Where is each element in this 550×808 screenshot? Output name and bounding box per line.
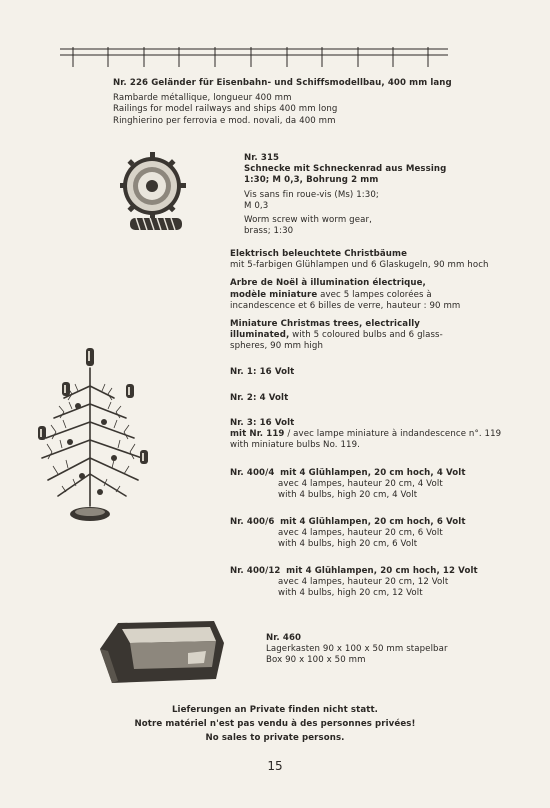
tree-variant-3-block [230,418,501,452]
tree-400-12-number: Nr. 400/12 [230,566,281,576]
tree-en-line-3: spheres, 90 mm high [230,341,324,352]
worm-fr-2: M 0,3 [244,200,269,211]
worm-gear-illustration [120,146,190,236]
tree-400-4-block [230,468,466,502]
worm-de-1: Schnecke mit Schneckenrad aus Messing [244,164,447,175]
page-number: 15 [267,759,283,773]
tree-fr-line-2-rest: avec 5 lampes colorées à [317,289,432,300]
tree-variant-3-fr [230,429,501,440]
worm-number: Nr. 315 [244,153,280,163]
box-de: Lagerkasten 90 x 100 x 50 mm stapelbar [266,644,448,655]
worm-en-2: brass; 1:30 [244,226,294,237]
worm-de-2: 1:30; M 0,3, Bohrung 2 mm [244,175,379,186]
railing-illustration [60,46,452,68]
tree-variant-2: Nr. 2: 4 Volt [230,393,289,403]
tree-variant-3-rest: / avec lampe miniature à indandescence n°. 119 [284,429,502,440]
tree-400-6-number: Nr. 400/6 [230,517,275,527]
tree-400-4-number: Nr. 400/4 [230,468,275,478]
tree-fr-line-3: incandescence et 6 billes de verre, hauteur : 90 mm [230,300,461,311]
tree-400-4-en: with 4 bulbs, high 20 cm, 4 Volt [278,490,418,501]
tree-de-text: mit 5-farbigen Glühlampen und 6 Glaskugeln, 90 mm hoch [230,260,489,271]
worm-en-1: Worm screw with worm gear, [244,215,372,226]
box-en: Box 90 x 100 x 50 mm [266,655,366,666]
box-block [266,633,448,667]
tree-variant-1: Nr. 1: 16 Volt [230,367,295,377]
tree-400-12-de: mit 4 Glühlampen, 20 cm hoch, 12 Volt [286,566,478,576]
railing-en: Railings for model railways and ships 400 mm long [113,104,338,115]
tree-de-title: Elektrisch beleuchtete Christbäume [230,249,408,259]
tree-fr-title: Arbre de Noël à illumination électrique, [230,278,426,289]
tree-400-12-fr: avec 4 lampes, hauteur 20 cm, 12 Volt [278,577,449,588]
railing-title: Nr. 226 Geländer für Eisenbahn- und Schiffsmodellbau, 400 mm lang [113,78,452,88]
tree-en-line-2 [230,330,489,341]
tree-400-6-fr: avec 4 lampes, hauteur 20 cm, 6 Volt [278,528,443,539]
tree-400-12-en: with 4 bulbs, high 20 cm, 12 Volt [278,588,423,599]
railing-block [113,78,452,127]
footer-notice [0,705,550,745]
box-number: Nr. 460 [266,633,302,643]
worm-fr-1: Vis sans fin roue-vis (Ms) 1:30; [244,189,379,200]
tree-400-6-block [230,517,466,551]
tree-description [230,249,489,353]
tree-400-6-en: with 4 bulbs, high 20 cm, 6 Volt [278,539,418,550]
tree-variant-3-bold: mit Nr. 119 [230,429,285,440]
storage-box-illustration [96,617,228,689]
tree-en-line-2-rest: with 5 coloured bulbs and 6 glass- [289,330,443,341]
worm-block [244,153,446,237]
tree-variant-3: Nr. 3: 16 Volt [230,418,295,428]
tree-fr-line-2 [230,290,489,301]
tree-400-6-de: mit 4 Glühlampen, 20 cm hoch, 6 Volt [280,517,466,527]
tree-en-title: Miniature Christmas trees, electrically [230,319,420,330]
footer-en: No sales to private persons. [205,733,345,744]
railing-fr: Rambarde métallique, longueur 400 mm [113,93,292,104]
christmas-tree-illustration [34,346,166,528]
footer-de: Lieferungen an Private finden nicht statt. [171,705,379,715]
tree-400-4-fr: avec 4 lampes, hauteur 20 cm, 4 Volt [278,479,443,490]
tree-400-4-de: mit 4 Glühlampen, 20 cm hoch, 4 Volt [280,468,466,478]
footer-fr: Notre matériel n'est pas vendu à des personnes privées! [134,719,416,730]
railing-it: Ringhierino per ferrovia e mod. novali, da 400 mm [113,115,336,126]
tree-fr-line-2-bold: modèle miniature [230,289,318,300]
tree-en-line-2-bold: illuminated, [230,330,290,341]
tree-400-12-block [230,566,478,600]
tree-variant-3-en: with miniature bulbs No. 119. [230,440,360,451]
